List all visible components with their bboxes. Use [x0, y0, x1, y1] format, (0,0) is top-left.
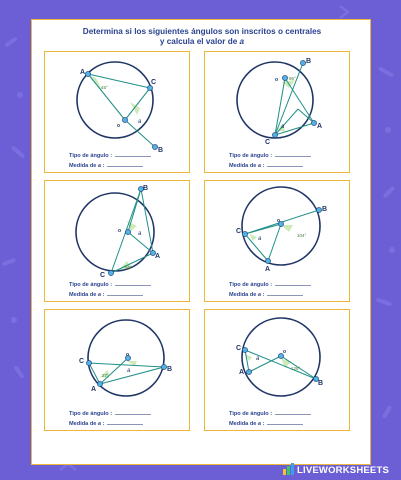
medida-variable: a — [97, 163, 102, 169]
tipo-label: Tipo de ángulo : — [69, 282, 113, 288]
point-label: B — [306, 58, 312, 65]
exercise-card-4 — [204, 180, 350, 302]
center-label: o — [283, 349, 287, 355]
answer-tipo-2 — [229, 151, 311, 159]
angle-value: 27° — [102, 373, 109, 378]
center-label: o — [126, 352, 130, 358]
medida-answer-line[interactable] — [267, 161, 303, 167]
tipo-label: Tipo de ángulo : — [69, 411, 113, 417]
medida-label: Medida de — [69, 421, 98, 427]
point-label: C — [236, 228, 242, 235]
logo-text: LIVEWORKSHEETS — [297, 464, 390, 476]
variable-label: a — [258, 236, 262, 242]
variable-label: a — [256, 356, 260, 362]
point-label: A — [239, 369, 245, 376]
medida-variable: a — [257, 163, 262, 169]
point-label: C — [79, 358, 85, 365]
variable-label: a — [281, 124, 285, 130]
medida-answer-line[interactable] — [107, 290, 143, 296]
medida-answer-line[interactable] — [107, 419, 143, 425]
answer-medida-5 — [69, 419, 143, 427]
point-label: A — [155, 253, 161, 260]
tipo-answer-line[interactable] — [275, 409, 311, 415]
medida-variable: a — [97, 421, 102, 427]
point-label: B — [143, 185, 149, 192]
medida-variable: a — [257, 292, 262, 298]
center-label: o — [277, 218, 281, 224]
answer-medida-4 — [229, 290, 303, 298]
medida-colon: : — [261, 292, 265, 298]
medida-variable: a — [97, 292, 102, 298]
center-label: o — [117, 123, 121, 129]
exercise-card-1 — [44, 51, 190, 173]
center-label: o — [118, 228, 122, 234]
title-variable: a — [239, 37, 245, 46]
medida-answer-line[interactable] — [267, 290, 303, 296]
worksheet-title — [32, 27, 372, 47]
liveworksheets-logo[interactable] — [283, 463, 401, 477]
answer-medida-3 — [69, 290, 143, 298]
medida-variable: a — [257, 421, 262, 427]
medida-colon: : — [101, 292, 105, 298]
answer-tipo-3 — [69, 280, 151, 288]
point-label: C — [236, 345, 242, 352]
tipo-label: Tipo de ángulo : — [69, 153, 113, 159]
worksheet — [31, 19, 371, 465]
tipo-label: Tipo de ángulo : — [229, 153, 273, 159]
point-label: B — [322, 206, 328, 213]
point-label: C — [151, 79, 157, 86]
angle-value: 45° — [101, 85, 108, 90]
answer-medida-2 — [229, 161, 303, 169]
angle-value: 104° — [297, 233, 307, 238]
variable-label: a — [138, 119, 142, 125]
tipo-answer-line[interactable] — [115, 280, 151, 286]
medida-label: Medida de — [229, 292, 258, 298]
tipo-label: Tipo de ángulo : — [229, 282, 273, 288]
medida-label: Medida de — [69, 292, 98, 298]
point-label: A — [80, 69, 86, 76]
medida-label: Medida de — [69, 163, 98, 169]
liveworksheets-logo-icon — [283, 463, 295, 475]
tipo-answer-line[interactable] — [275, 151, 311, 157]
answer-tipo-6 — [229, 409, 311, 417]
title-line-2-text: y calcula el valor de — [159, 37, 240, 46]
exercise-card-2 — [204, 51, 350, 173]
title-line-1: Determina si los siguientes ángulos son inscritos o centrales — [82, 27, 322, 36]
answer-medida-1 — [69, 161, 143, 169]
point-label: A — [265, 266, 271, 273]
medida-label: Medida de — [229, 163, 258, 169]
point-label: B — [318, 380, 324, 387]
answer-tipo-5 — [69, 409, 151, 417]
angle-value: 96° — [289, 76, 296, 81]
medida-colon: : — [101, 421, 105, 427]
exercise-card-6 — [204, 309, 350, 431]
angle-value: 55° — [125, 265, 132, 270]
medida-colon: : — [261, 163, 265, 169]
medida-colon: : — [261, 421, 265, 427]
point-label: A — [91, 386, 97, 393]
point-label: B — [167, 366, 173, 373]
variable-label: a — [138, 231, 142, 237]
exercise-card-3 — [44, 180, 190, 302]
tipo-answer-line[interactable] — [115, 151, 151, 157]
exercise-card-5 — [44, 309, 190, 431]
medida-answer-line[interactable] — [267, 419, 303, 425]
point-label: A — [317, 123, 323, 130]
point-label: C — [265, 139, 271, 146]
title-line-2 — [32, 37, 372, 47]
answer-tipo-1 — [69, 151, 151, 159]
tipo-label: Tipo de ángulo : — [229, 411, 273, 417]
answer-medida-6 — [229, 419, 303, 427]
medida-answer-line[interactable] — [107, 161, 143, 167]
tipo-answer-line[interactable] — [275, 280, 311, 286]
medida-label: Medida de — [229, 421, 258, 427]
variable-label: a — [127, 368, 131, 374]
answer-tipo-4 — [229, 280, 311, 288]
point-label: C — [100, 272, 106, 279]
point-label: B — [158, 147, 164, 154]
medida-colon: : — [101, 163, 105, 169]
tipo-answer-line[interactable] — [115, 409, 151, 415]
angle-value: 128° — [291, 366, 301, 371]
center-label: o — [275, 77, 279, 83]
